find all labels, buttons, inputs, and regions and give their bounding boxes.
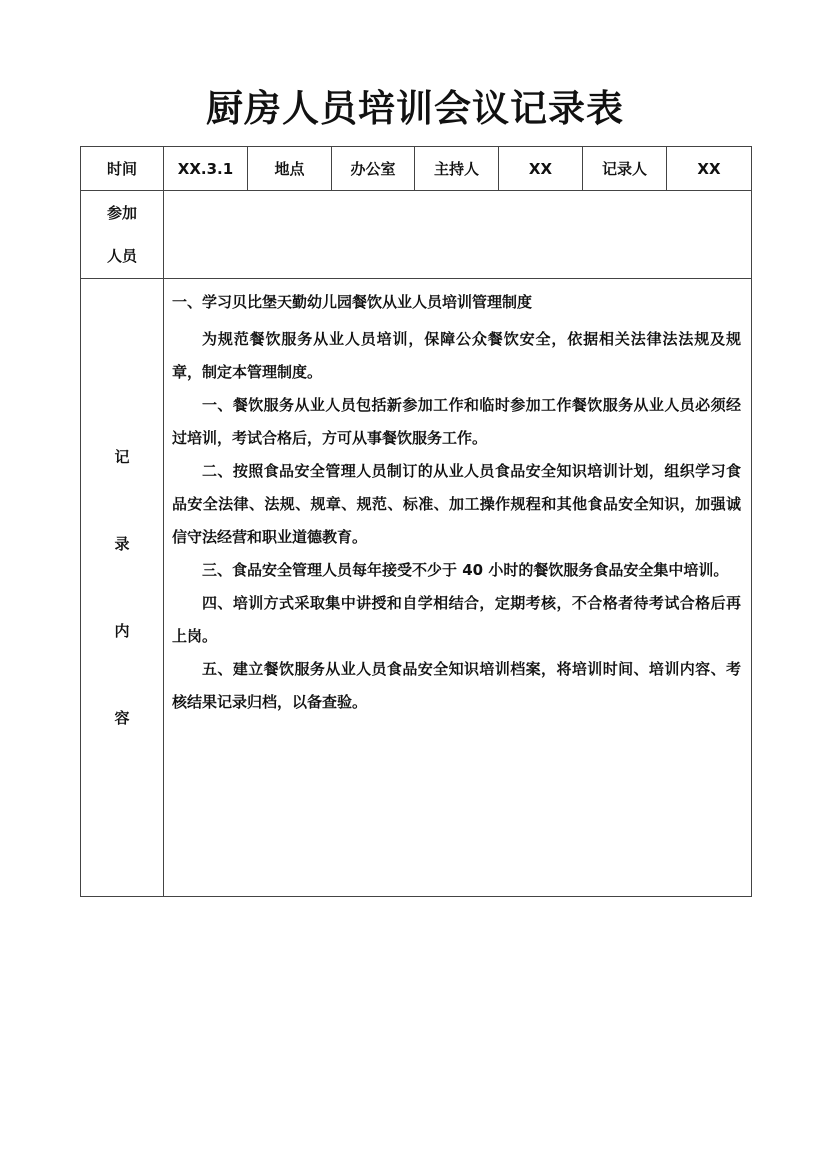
meeting-record-table <box>80 146 752 897</box>
content-paragraph: 四、培训方式采取集中讲授和自学相结合，定期考核，不合格者待考试合格后再上岗。 <box>172 594 741 645</box>
participants-label <box>81 191 164 279</box>
recorder-value: XX <box>667 147 752 191</box>
place-value: 办公室 <box>332 147 415 191</box>
content-paragraph: 三、食品安全管理人员每年接受不少于 40 小时的餐饮服务食品安全集中培训。 <box>202 561 729 579</box>
participants-label-line1: 参加 <box>106 203 137 222</box>
content-heading: 一、学习贝比堡天勤幼儿园餐饮从业人员培训管理制度 <box>172 293 533 311</box>
participants-value <box>164 191 752 279</box>
content-paragraph: 为规范餐饮服务从业人员培训，保障公众餐饮安全，依据相关法律法法规及规章，制定本管理制度。 <box>172 330 741 381</box>
record-content-row <box>81 279 752 897</box>
content-paragraph: 一、餐饮服务从业人员包括新参加工作和临时参加工作餐饮服务从业人员必须经过培训，考试合格后，方可从事餐饮服务工作。 <box>172 396 741 447</box>
header-row <box>81 147 752 191</box>
host-label: 主持人 <box>415 147 499 191</box>
record-content-body <box>164 279 752 897</box>
time-label: 时间 <box>81 147 164 191</box>
record-content-label <box>81 279 164 897</box>
document-title: 厨房人员培训会议记录表 <box>206 87 624 130</box>
recorder-label: 记录人 <box>583 147 667 191</box>
record-label-char: 内 <box>114 621 130 640</box>
time-value: XX.3.1 <box>164 147 248 191</box>
content-paragraph: 二、按照食品安全管理人员制订的从业人员食品安全知识培训计划，组织学习食品安全法律、法规、规章、规范、标准、加工操作规程和其他食品安全知识，加强诚信守法经营和职业道德教育。 <box>172 462 741 546</box>
participants-label-line2: 人员 <box>106 246 137 265</box>
place-label: 地点 <box>248 147 332 191</box>
host-value: XX <box>499 147 583 191</box>
content-paragraph: 五、建立餐饮服务从业人员食品安全知识培训档案，将培训时间、培训内容、考核结果记录归档，以备查验。 <box>172 660 741 711</box>
participants-row <box>81 191 752 279</box>
record-label-char: 记 <box>114 447 130 466</box>
record-label-char: 录 <box>114 534 130 553</box>
record-label-char: 容 <box>114 708 130 727</box>
